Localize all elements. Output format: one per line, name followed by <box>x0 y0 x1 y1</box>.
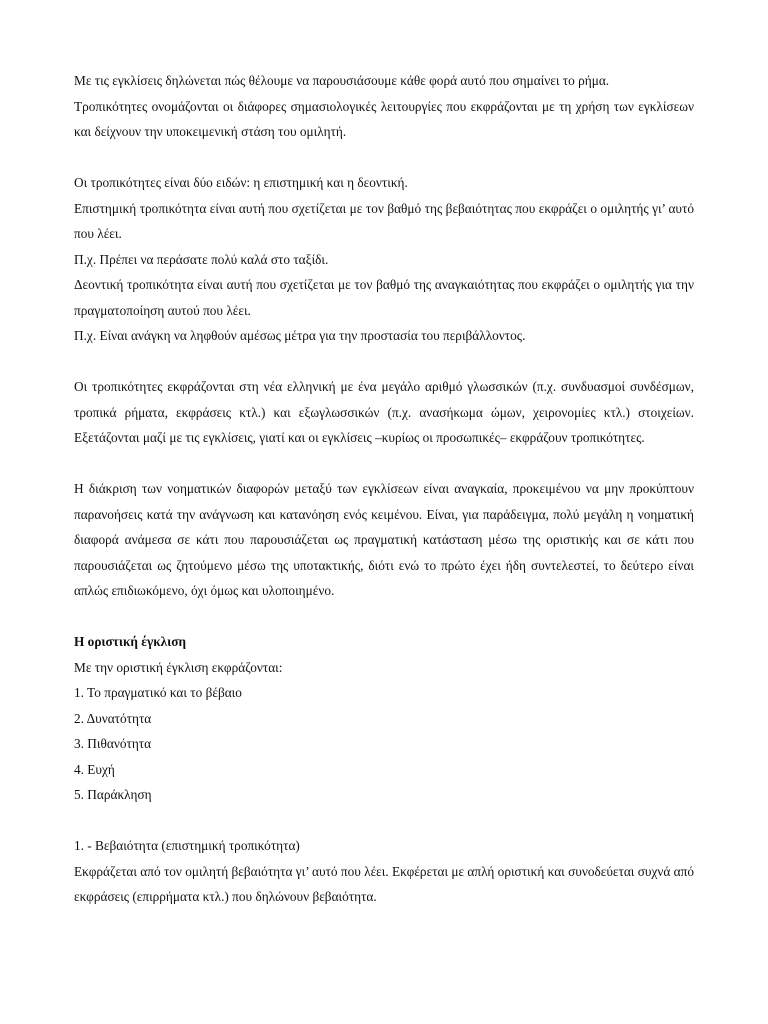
spacer <box>74 349 694 375</box>
intro-paragraph-2: Τροπικότητες ονομάζονται οι διάφορες σημασιολογικές λειτουργίες που εκφράζονται με τη χρήση των εγκλίσεων και δείχνουν την υποκειμενική στάση του ομιλητή. <box>74 98 694 139</box>
subsection-heading: 1. - Βεβαιότητα (επιστημική τροπικότητα) <box>74 838 300 853</box>
deontic-example: Π.χ. Είναι ανάγκη να ληφθούν αμέσως μέτρα για την προστασία του περιβάλλοντος. <box>74 328 526 343</box>
spacer <box>74 808 694 834</box>
spacer <box>74 451 694 477</box>
list-item: 4. Ευχή <box>74 761 115 777</box>
section-heading: Η οριστική έγκλιση <box>74 634 187 649</box>
spacer <box>74 604 694 630</box>
list-item: 2. Δυνατότητα <box>74 710 152 726</box>
spacer <box>74 145 694 171</box>
expression-paragraph: Οι τροπικότητες εκφράζονται στη νέα ελληνική με ένα μεγάλο αριθμό γλωσσικών (π.χ. συνδυασμοί συνδέσμων, τροπικά ρήματα, εκφράσεις κτλ.) και εξωγλωσσικών (π.χ. ανασήκωμα ώμων, χειρονομίες κτλ.) στοιχείων. Εξετάζονται μαζί με τις εγκλίσεις, γιατί και οι εγκλίσεις –κυρίως οι προσωπικές– εκφράζουν τροπικότητες. <box>74 379 694 445</box>
section-intro: Με την οριστική έγκλιση εκφράζονται: <box>74 659 283 675</box>
list-item: 5. Παράκληση <box>74 787 152 802</box>
intro-paragraph-1: Με τις εγκλίσεις δηλώνεται πώς θέλουμε να παρουσιάσουμε κάθε φορά αυτό που σημαίνει το ρήμα. <box>74 73 610 88</box>
list-item: 3. Πιθανότητα <box>74 736 152 751</box>
kinds-paragraph: Οι τροπικότητες είναι δύο ειδών: η επιστημική και η δεοντική. <box>74 175 408 190</box>
deontic-definition: Δεοντική τροπικότητα είναι αυτή που σχετίζεται με τον βαθμό της αναγκαιότητας που εκφράζει ο ομιλητής για την πραγματοποίηση αυτού που λέει. <box>74 277 694 318</box>
document-page <box>74 68 694 910</box>
epistemic-example: Π.χ. Πρέπει να περάσατε πολύ καλά στο ταξίδι. <box>74 251 329 267</box>
epistemic-definition: Επιστημική τροπικότητα είναι αυτή που σχετίζεται με τον βαθμό της βεβαιότητας που εκφράζει ο ομιλητής γι’ αυτό που λέει. <box>74 200 694 241</box>
list-item: 1. Το πραγματικό και το βέβαιο <box>74 685 242 700</box>
subsection-text: Εκφράζεται από τον ομιλητή βεβαιότητα γι’ αυτό που λέει. Εκφέρεται με απλή οριστική και συνοδεύεται συχνά από εκφράσεις (επιρρήματα κτλ.) που δηλώνουν βεβαιότητα. <box>74 863 694 904</box>
distinction-paragraph: Η διάκριση των νοηματικών διαφορών μεταξύ των εγκλίσεων είναι αναγκαία, προκειμένου να μην προκύπτουν παρανοήσεις κατά την ανάγνωση και κατανόηση ενός κειμένου. Είναι, για παράδειγμα, πολύ μεγάλη η νοηματική διαφορά ανάμεσα σε κάτι που παρουσιάζεται ως πραγματική κατάσταση μέσω της οριστικής και σε κάτι που παρουσιάζεται ως ζητούμενο μέσω της υποτακτικής, διότι ενώ το πρώτο έχει ήδη συντελεστεί, το δεύτερο είναι απλώς επιδιωκόμενο, όχι όμως και υλοποιημένο. <box>74 481 694 598</box>
